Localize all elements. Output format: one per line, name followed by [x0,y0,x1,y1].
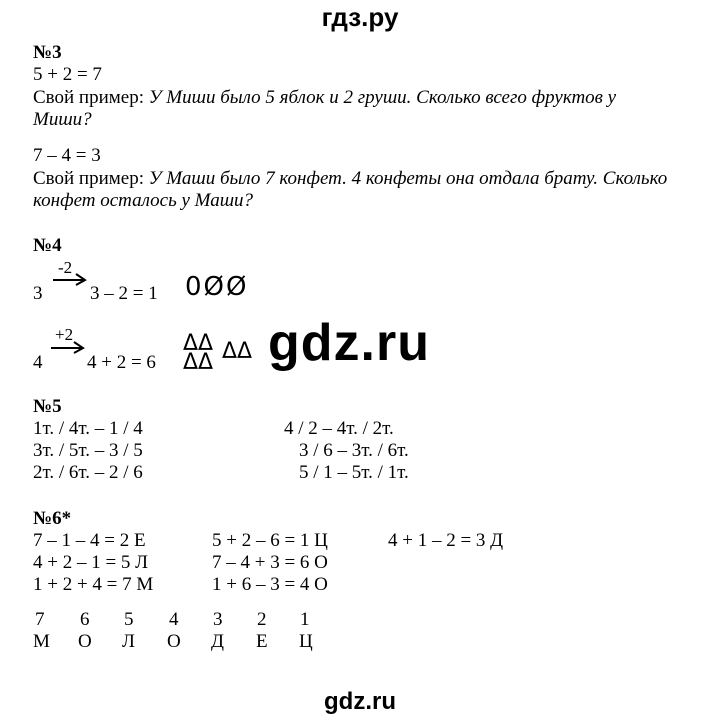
arrow-right-icon [52,272,88,286]
example-prefix: Свой пример: [33,87,149,108]
task4-row2-triangles-bottom: ΔΔ [183,350,214,375]
task4-row1-circles: 0ØØ [185,272,249,302]
task6-number-1: 7 [35,609,45,630]
task6-letter-6: Е [256,631,268,652]
task6-col3-1: 4 + 1 – 2 = 3 Д [388,530,504,551]
task3-example-1-cont [33,109,92,131]
task6-number-6: 2 [257,609,267,630]
watermark-middle: gdz.ru [268,314,430,372]
watermark-top: гдз.ру [321,2,399,32]
example-text: У Миши было 5 яблок и 2 груши. Сколько всего фруктов у [148,87,617,108]
example-prefix: Свой пример: [33,168,149,189]
task4-row2-arrow-label: +2 [55,325,74,344]
task6-number-2: 6 [80,609,90,630]
task6-number-4: 4 [169,609,179,630]
task6-col1-2: 4 + 2 – 1 = 5 Л [33,552,149,573]
task6-letter-3: Л [122,631,135,652]
task5-left-3: 2т. / 6т. – 2 / 6 [33,462,143,483]
task5-right-3: 5 / 1 – 5т. / 1т. [299,462,409,483]
task6-col1-3: 1 + 2 + 4 = 7 М [33,574,154,595]
task6-letter-4: О [167,631,181,652]
task4-row2-equation: 4 + 2 = 6 [87,352,156,373]
example-text-cont: Миши? [33,109,92,130]
task4-row1-equation: 3 – 2 = 1 [90,283,158,304]
task6-number-3: 5 [124,609,134,630]
task5-left-1: 1т. / 4т. – 1 / 4 [33,418,143,439]
task3-example-2 [33,168,667,190]
task4-row2-triangles-side: ΔΔ [222,339,253,364]
example-text: У Маши было 7 конфет. 4 конфеты она отдала брату. Сколько [148,168,668,189]
task4-row1-arrow-label: -2 [58,258,73,277]
task5-heading: №5 [33,396,62,417]
task6-letter-1: М [33,631,50,652]
task4-row2-start: 4 [33,352,43,373]
task6-number-7: 1 [300,609,310,630]
task6-heading: №6* [33,508,72,529]
task6-col2-3: 1 + 6 – 3 = 4 О [212,574,328,595]
task6-letter-2: О [78,631,92,652]
task6-col2-2: 7 – 4 + 3 = 6 О [212,552,328,573]
task3-example-1 [33,87,705,109]
task3-equation-1: 5 + 2 = 7 [33,64,102,85]
task5-right-2: 3 / 6 – 3т. / 6т. [299,440,409,461]
task6-col2-1: 5 + 2 – 6 = 1 Ц [212,530,328,551]
task5-right-1: 4 / 2 – 4т. / 2т. [284,418,394,439]
task3-example-2-cont [33,190,253,212]
task4-row1-start: 3 [33,283,43,304]
watermark-bottom: gdz.ru [324,688,396,715]
task3-heading: №3 [33,42,62,63]
task4-heading: №4 [33,235,62,256]
task6-col1-1: 7 – 1 – 4 = 2 Е [33,530,146,551]
task4-row2-triangles-top: ΔΔ [183,331,214,356]
task6-letter-7: Ц [299,631,313,652]
task3-equation-2: 7 – 4 = 3 [33,145,101,166]
task5-left-2: 3т. / 5т. – 3 / 5 [33,440,143,461]
arrow-right-icon [50,340,86,354]
task6-letter-5: Д [211,631,224,652]
task6-number-5: 3 [213,609,223,630]
example-text-cont: конфет осталось у Маши? [33,190,254,211]
